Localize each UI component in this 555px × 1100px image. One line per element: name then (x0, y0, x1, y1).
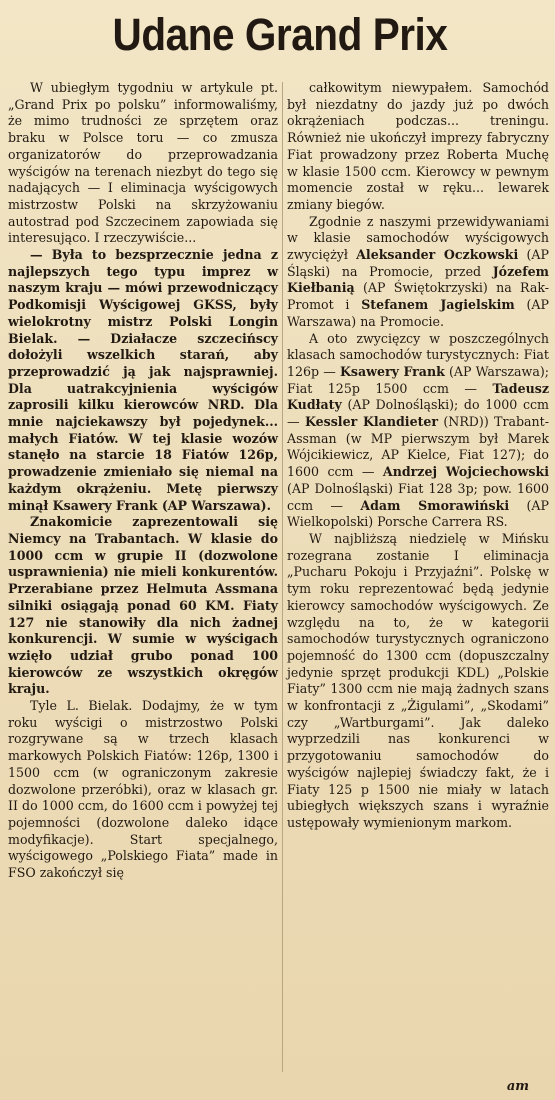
right-column (287, 80, 549, 832)
class-winner-name: Andrzej Wojciechowski (382, 464, 550, 480)
second-name: Józefem Kiełbanią (287, 263, 549, 296)
text-segment: Zgodnie z naszymi przewidywaniami w klasie samochodów wyścigowych zwyciężył (287, 213, 549, 263)
class-winner-name: Kessler Klandieter (304, 414, 439, 430)
headline: Udane Grand Prix (112, 9, 448, 60)
paragraph-classes: Tyle L. Bielak. Dodajmy, że w tym roku wyścigi o mistrzostwo Polski rozgrywane są w trzech klasach markowych Polskich Fiatów: 126p, 1300 i 1500 ccm (w ograniczonym zakresie dozwolone przeróbki), oraz w klasach gr. II do 1000 ccm, do 1600 ccm i powyżej tej pojemności (dozwolone daleko idące modyfikacje). Start specjalnego, wyścigowego „Polskiego Fiata” made in FSO zakończył się (8, 698, 278, 881)
paragraph-race-results (287, 214, 549, 331)
paragraph-failure: całkowitym niewypałem. Samochód był niezdatny do jazdy już po dwóch okrążeniach podczas... treningu. Również nie ukończył imprezy fabryczny Fiat prowadzony przez Roberta Muchę w klasie 1500 ccm. Kierowcy w pewnym momencie został w ręku... lewarek zmiany biegów. (287, 80, 549, 212)
text-segment: (AP Dolnośląski); do 1000 ccm — (287, 397, 549, 430)
class-winner-name: Adam Smorawiński (360, 497, 510, 513)
paragraph-interview: — Była to bezsprzecznie jedna z najlepszych tego typu imprez w naszym kraju — mówi przewodniczący Podkomisji Wyścigowej GKSS, były wielokrotny mistrz Polski Longin Bielak. — Działacze szczecińscy dołożyli wszelkich starań, aby przeprowadzić ją jak najsprawniej. Dla uatrakcyjnienia wyścigów zaprosili kilku kierowców NRD. Dla mnie najciekawszy był pojedynek... małych Fiatów. W tej klasie wozów stanęło na starcie 18 Fiatów 126p, prowadzenie zmieniało się niemal na każdym okrążeniu. Metę pierwszy minął Ksawery Frank (AP Warszawa). (8, 247, 278, 513)
text-segment: (AP Świętokrzyski) na Rak-Promot i (287, 280, 549, 313)
left-column (8, 80, 278, 882)
paragraph-intro: W ubiegłym tygodniu w artykule pt. „Grand Prix po polsku” informowaliśmy, że mimo trudności ze sprzętem oraz braku w Polsce toru — co zmusza organizatorów do przeprowadzania wyścigów na terenach niezbyt do tego się nadających — I eliminacja wyścigowych mistrzostw Polski na skrzyżowaniu autostrad pod Szczecinem zapowiada się interesująco. I rzeczywiście... (8, 80, 278, 246)
text-segment: (AP Wielkopolski) Porsche Carrera RS. (287, 497, 549, 530)
text-segment: (AP Dolnośląski) Fiat 128 3p; pow. 1600 ccm — (287, 480, 549, 513)
author-signature: am (506, 1079, 529, 1094)
paragraph-trabants: Znakomicie zaprezentowali się Niemcy na Trabantach. W klasie do 1000 ccm w grupie II (dozwolone usprawnienia) nie mieli konkurentów. Przerabiane przez Helmuta Assmana silniki osiągają ponad 60 KM. Fiaty 127 nie stanowiły dla nich żadnej konkurencji. W sumie w wyścigach wzięło udział grubo ponad 100 kierowców ze wszystkich okręgów kraju. (8, 514, 278, 697)
class-winner-name: Tadeusz Kudłaty (287, 380, 549, 413)
text-segment: (AP Śląski) na Promocie, przed (287, 247, 549, 279)
column-divider (282, 82, 283, 1072)
text-segment: (AP Warszawa) na Promocie. (287, 297, 549, 329)
winner-name: Aleksander Oczkowski (356, 247, 519, 263)
text-segment: A oto zwycięzcy w poszczególnych klasach samochodów turystycznych: Fiat 126p — (287, 330, 549, 379)
third-name: Stefanem Jagielskim (361, 297, 515, 313)
class-winner-name: Ksawery Frank (339, 363, 445, 379)
text-segment: (AP Warszawa); Fiat 125p 1500 ccm — (287, 363, 549, 396)
text-segment: (NRD)) Trabant-Assman (w MP pierwszym był Marek Wójcikiewicz, AP Kielce, Fiat 127); do 1600 ccm — (287, 414, 549, 480)
paragraph-minsk: W najbliższą niedzielę w Mińsku rozegrana zostanie I eliminacja „Pucharu Pokoju i Przyjaźni”. Polskę w tym roku reprezentować będą jedynie kierowcy samochodów wyścigowych. Ze względu na to, że w kategorii samochodów turystycznych ograniczono pojemność do 1300 ccm (dopuszczalny jedynie sprzęt produkcji KDL) „Polskie Fiaty” 1300 ccm nie mają żadnych szans w konfrontacji z „Żigulami”, „Skodami” czy „Wartburgami”. Jak daleko wyprzedzili nas konkurenci w przygotowaniu samochodów do wyścigów najlepiej świadczy fakt, że i Fiaty 125 p 1500 nie miały w latach ubiegłych większych szans i wyraźnie ustępowały wymienionym markom. (287, 530, 549, 830)
paragraph-class-winners (287, 331, 549, 531)
